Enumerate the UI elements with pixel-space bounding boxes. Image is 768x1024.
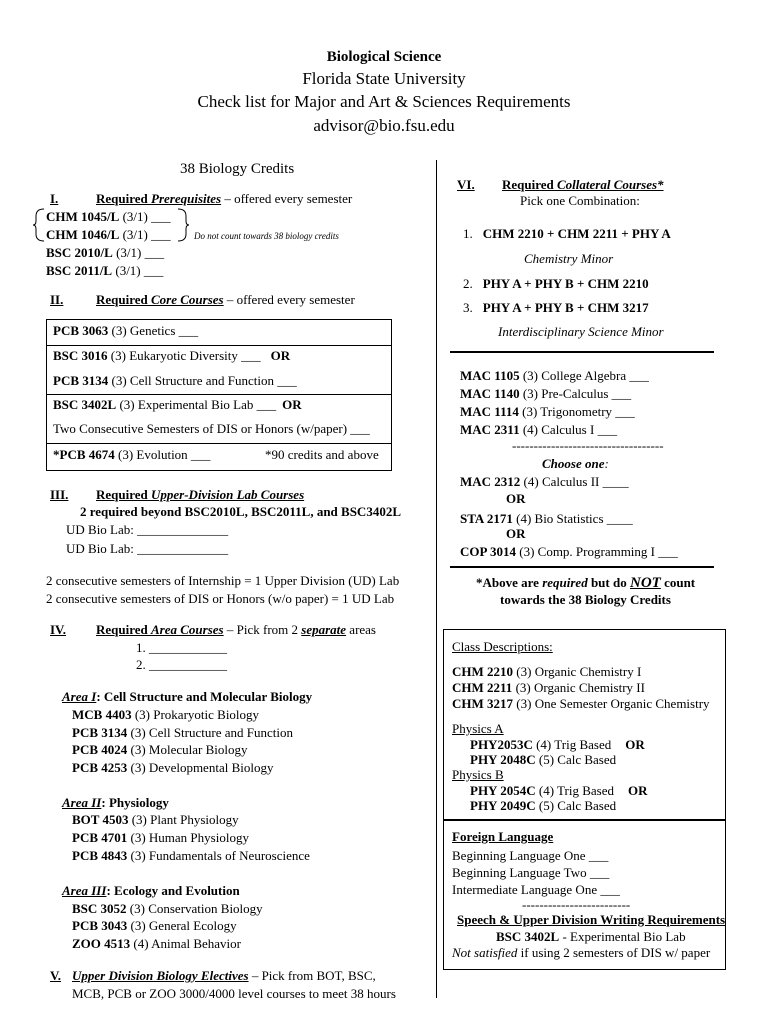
area-blank-1: 1. ____________ [136, 640, 227, 655]
foreign-language-box [443, 819, 726, 970]
internship-note: 2 consecutive semesters of Internship = 1 Upper Division (UD) Lab [46, 573, 400, 588]
section-6-number: VI. [457, 177, 475, 192]
prereq-chm1045: CHM 1045/L (3/1) ___ [46, 209, 171, 224]
core-row-exp-bio-lab: BSC 3402L (3) Experimental Bio Lab ___ OR [53, 397, 302, 412]
not-satisfied-note: Not satisfied if using 2 semesters of DIS w/ paper [452, 945, 711, 960]
core-row-diversity: BSC 3016 (3) Eukaryotic Diversity ___ OR [53, 348, 291, 363]
section-3-subtitle: 2 required beyond BSC2010L, BSC2011L, and BSC3402L [80, 504, 401, 519]
math-option: COP 3014 (3) Comp. Programming I ___ [460, 544, 678, 559]
core-courses-table [46, 319, 392, 471]
area-1-course: MCB 4403 (3) Prokaryotic Biology [72, 707, 260, 722]
area-3-course: ZOO 4513 (4) Animal Behavior [72, 936, 241, 951]
section-2-heading: Required Core Courses – offered every semester [96, 292, 355, 307]
area-1-course: PCB 4253 (3) Developmental Biology [72, 760, 274, 775]
core-row-evolution: *PCB 4674 (3) Evolution ___ *90 credits and above [47, 443, 391, 470]
prereq-chm1046: CHM 1046/L (3/1) ___ [46, 227, 171, 242]
section-5-line2: MCB, PCB or ZOO 3000/4000 level courses to meet 38 hours [72, 986, 396, 1001]
math-credit-note-line2: towards the 38 Biology Credits [500, 592, 671, 607]
area-3-course: BSC 3052 (3) Conservation Biology [72, 901, 263, 916]
area-blank-2: 2. ____________ [136, 657, 227, 672]
language-item: Beginning Language One ___ [452, 848, 609, 863]
credits-title: 38 Biology Credits [180, 161, 295, 177]
math-option: MAC 2312 (4) Calculus II ____ [460, 474, 629, 489]
math-course: MAC 2311 (4) Calculus I ___ [460, 422, 618, 437]
column-divider [436, 160, 437, 998]
section-5-number: V. [50, 968, 61, 983]
dis-honors-note: 2 consecutive semesters of DIS or Honors (w/o paper) = 1 UD Lab [46, 591, 395, 606]
evolution-credit-note: *90 credits and above [265, 447, 379, 462]
prereq-bsc2011: BSC 2011/L (3/1) ___ [46, 263, 164, 278]
choose-one-label: Choose one: [542, 456, 609, 471]
area-3-heading: Area III: Ecology and Evolution [62, 883, 240, 898]
ud-bio-lab-2: UD Bio Lab: ______________ [66, 541, 229, 556]
combo-2: 2. PHY A + PHY B + CHM 2210 [463, 276, 649, 291]
class-descriptions-box [443, 629, 726, 821]
physics-course: PHY2053C (4) Trig Based OR [470, 737, 645, 752]
section-6-heading: Required Collateral Courses* [502, 177, 664, 192]
or-label: OR [506, 526, 526, 541]
combo-1: 1. CHM 2210 + CHM 2211 + PHY A [463, 226, 671, 241]
physics-course: PHY 2048C (5) Calc Based [470, 752, 617, 767]
math-course: MAC 1114 (3) Trigonometry ___ [460, 404, 635, 419]
section-4-heading: Required Area Courses – Pick from 2 separate areas [96, 622, 376, 637]
section-4-number: IV. [50, 622, 67, 637]
advisor-email: advisor@bio.fsu.edu [313, 115, 455, 135]
university-name: Florida State University [302, 69, 466, 88]
combo-3: 3. PHY A + PHY B + CHM 3217 [463, 300, 649, 315]
ud-bio-lab-1: UD Bio Lab: ______________ [66, 522, 229, 537]
section-2-number: II. [50, 292, 64, 307]
section-5-heading: Upper Division Biology Electives – Pick from BOT, BSC, [72, 968, 376, 983]
area-3-course: PCB 3043 (3) General Ecology [72, 918, 237, 933]
dash-separator: ------------------------- [522, 897, 631, 912]
document-header [0, 48, 768, 136]
math-course: MAC 1140 (3) Pre-Calculus ___ [460, 386, 632, 401]
chem-course: CHM 3217 (3) One Semester Organic Chemistry [452, 696, 710, 711]
physics-course: PHY 2054C (4) Trig Based OR [470, 783, 648, 798]
area-2-course: PCB 4701 (3) Human Physiology [72, 830, 249, 845]
section-3-heading: Required Upper-Division Lab Courses [96, 487, 305, 502]
speech-writing-title: Speech & Upper Division Writing Requirements [457, 912, 726, 927]
section-6-subtitle: Pick one Combination: [520, 193, 640, 208]
language-item: Intermediate Language One ___ [452, 882, 620, 897]
physics-a-label: Physics A [452, 721, 504, 736]
math-course: MAC 1105 (3) College Algebra ___ [460, 368, 649, 383]
document-subtitle: Check list for Major and Art & Sciences Requirements [197, 92, 571, 112]
area-2-heading: Area II: Physiology [62, 795, 169, 810]
area-1-course: PCB 3134 (3) Cell Structure and Function [72, 725, 293, 740]
area-1-heading: Area I: Cell Structure and Molecular Biology [62, 689, 313, 704]
speech-writing-course: BSC 3402L - Experimental Bio Lab [496, 929, 686, 944]
section-1-heading: Required Prerequisites – offered every semester [96, 191, 353, 206]
chem-course: CHM 2211 (3) Organic Chemistry II [452, 680, 645, 695]
section-divider [450, 351, 714, 353]
prereq-note: Do not count towards 38 biology credits [194, 231, 339, 241]
core-row-cell-structure: PCB 3134 (3) Cell Structure and Function ___ [53, 373, 297, 388]
left-brace-icon [33, 208, 47, 242]
prereq-bsc2010: BSC 2010/L (3/1) ___ [46, 245, 165, 260]
dash-separator: ----------------------------------- [512, 438, 664, 453]
math-credit-note: *Above are required but do NOT count [476, 575, 696, 591]
core-group-lab [47, 394, 391, 444]
core-row-dis-honors: Two Consecutive Semesters of DIS or Honors (w/paper) ___ [53, 421, 370, 436]
chem-course: CHM 2210 (3) Organic Chemistry I [452, 664, 642, 679]
class-descriptions-title: Class Descriptions: [452, 639, 553, 654]
department-title: Biological Science [326, 49, 442, 65]
section-divider [450, 566, 714, 568]
area-2-course: BOT 4503 (3) Plant Physiology [72, 812, 239, 827]
core-group-diversity [47, 345, 391, 395]
area-2-course: PCB 4843 (3) Fundamentals of Neuroscience [72, 848, 310, 863]
physics-b-label: Physics B [452, 767, 504, 782]
section-1-number: I. [50, 191, 59, 206]
or-label: OR [506, 491, 526, 506]
physics-course: PHY 2049C (5) Calc Based [470, 798, 617, 813]
section-3-number: III. [50, 487, 69, 502]
language-item: Beginning Language Two ___ [452, 865, 610, 880]
foreign-language-title: Foreign Language [452, 829, 554, 844]
area-1-course: PCB 4024 (3) Molecular Biology [72, 742, 248, 757]
math-option: STA 2171 (4) Bio Statistics ____ [460, 511, 633, 526]
core-row-genetics: PCB 3063 (3) Genetics ___ [53, 323, 199, 338]
right-brace-icon [176, 208, 190, 242]
chemistry-minor: Chemistry Minor [524, 251, 614, 266]
interdisciplinary-minor: Interdisciplinary Science Minor [498, 324, 664, 339]
